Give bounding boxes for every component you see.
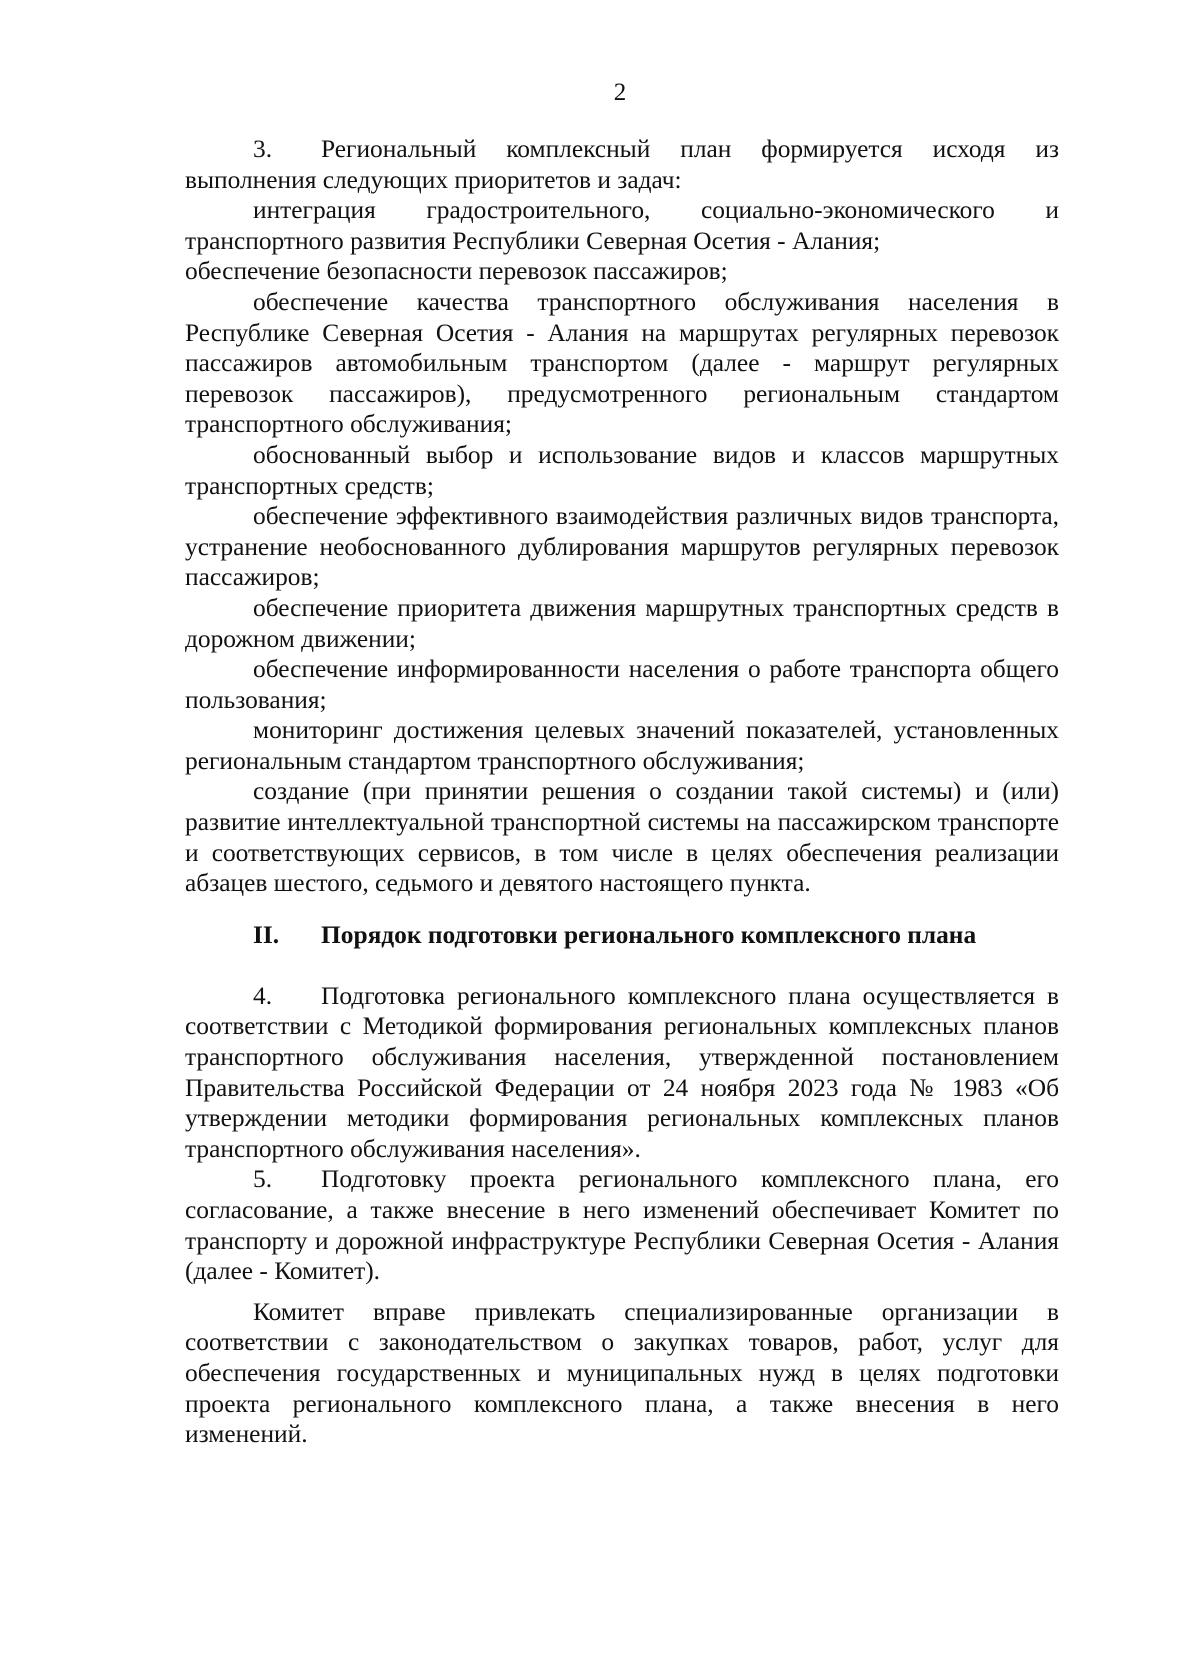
paragraph: обеспечение эффективного взаимодействия различных видов транспорта, устранение необоснованного дублирования маршрутов регулярных перевозок пассажиров; bbox=[185, 502, 1059, 592]
paragraph-item-4 bbox=[185, 981, 1059, 1165]
section-heading bbox=[185, 919, 1059, 951]
paragraph: обеспечение безопасности перевозок пассажиров; bbox=[185, 257, 728, 286]
paragraph-text: Подготовку проекта регионального комплексного плана, его согласование, а также внесение в него изменений обеспечивает Комитет по транспорту и дорожной инфраструктуре Республики Северная Осетия - Алания (далее - Комитет). bbox=[185, 1165, 1059, 1286]
document-body bbox=[185, 134, 1059, 1450]
paragraph: обоснованный выбор и использование видов и классов маршрутных транспортных средств; bbox=[185, 440, 1059, 500]
item-number: 3. bbox=[253, 135, 273, 163]
paragraph-item-5 bbox=[185, 1164, 1059, 1286]
paragraph: Комитет вправе привлекать специализированные организации в соответствии с законодательством о закупках товаров, работ, услуг для обеспечения государственных и муниципальных нужд в целях подготовки проекта регионального комплексного плана, а также внесения в него изменений. bbox=[185, 1297, 1059, 1449]
paragraph-text: Региональный комплексный план формируется исходя из выполнения следующих приоритетов и задач: bbox=[185, 135, 1059, 194]
item-number: 5. bbox=[253, 1165, 273, 1194]
section-number: II. bbox=[253, 920, 280, 949]
page-number: 2 bbox=[613, 79, 627, 106]
paragraph: создание (при принятии решения о создании такой системы) и (или) развитие интеллектуальной транспортной системы на пассажирском транспорте и соответствующих сервисов, в том числе в целях обеспечения реализации абзацев шестого, седьмого и девятого настоящего пункта. bbox=[185, 777, 1059, 898]
section-title: Порядок подготовки регионального комплексного плана bbox=[321, 920, 977, 949]
paragraph: мониторинг достижения целевых значений показателей, установленных региональным стандартом транспортного обслуживания; bbox=[185, 716, 1059, 775]
paragraph-text: Подготовка регионального комплексного плана осуществляется в соответствии с Методикой формирования региональных комплексных планов транспортного обслуживания населения, утвержденной постановлением Правительства Российской Федерации от 24 ноября 2023 года № 1983 «Об утверждении методики формирования региональных комплексных планов транспортного обслуживания населения». bbox=[185, 981, 1059, 1163]
paragraph: интеграция градостроительного, социально-экономического и транспортного развития Республики Северная Осетия - Алания; bbox=[185, 196, 1059, 255]
paragraph: обеспечение качества транспортного обслуживания населения в Республике Северная Осетия - Алания на маршрутах регулярных перевозок пассажиров автомобильным транспортом (далее - маршрут регулярных перевозок пассажиров), предусмотренного региональным стандартом транспортного обслуживания; bbox=[185, 287, 1059, 439]
paragraph: обеспечение приоритета движения маршрутных транспортных средств в дорожном движении; bbox=[185, 593, 1059, 653]
paragraph: обеспечение информированности населения о работе транспорта общего пользования; bbox=[185, 655, 1059, 714]
item-number: 4. bbox=[253, 981, 273, 1010]
paragraph-item-3 bbox=[185, 134, 1059, 195]
